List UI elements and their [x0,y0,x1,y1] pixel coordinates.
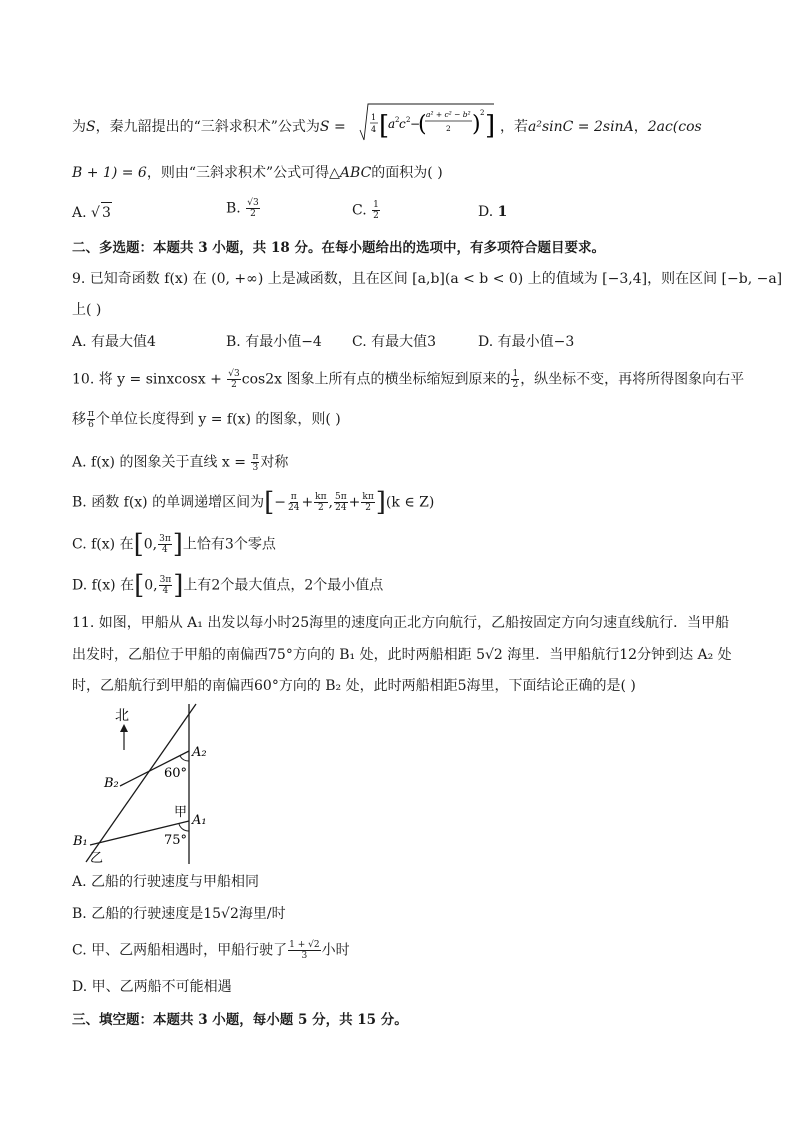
q9-option-c: C. 有最大值3 [352,334,437,350]
fraction-num: √3 [247,198,259,208]
fraction-den: 2 [365,503,371,513]
q8-line-2 [72,163,443,183]
q11-text: 小时 [321,942,350,959]
fraction-num: π [88,409,94,419]
q8-line-1 [72,117,346,137]
q8-condition-2-end: B + 1) = 6 [72,165,147,181]
q10-text: 个单位长度得到 y = f(x) 的图象，则( ) [95,411,341,428]
q11-text: B. 乙船的行驶速度是 [72,906,204,922]
q11-option-c [72,940,350,961]
q8-text: ，若 [500,119,528,135]
section-3-heading: 三、填空题：本题共 3 小题，每小题 5 分，共 15 分。 [72,1012,408,1028]
q10-fraction [287,492,300,513]
q9-line-1: 9. 已知奇函数 f(x) 在 (0, +∞) 上是减函数，且在区间 [a,b](a < b < 0) 上的值域为 [−3,4]，则在区间 [−b, −a] [72,271,783,287]
q10-text: B. 函数 f(x) 的单调递增区间为 [72,494,265,511]
q9-option-a: A. 有最大值4 [72,334,156,350]
q11-text: C. 甲、乙两船相遇时，甲船行驶了 [72,942,288,959]
q8-option-b [226,198,261,219]
q10-option-c: C. f(x) 在[0, $\frac{3\pi}{4}$ ]上恰有3个零点 [72,529,276,560]
q8-condition-1: a²sinC = 2sinA [528,119,634,135]
fraction-den: 3 [252,463,259,473]
fraction-num: 1 [373,200,379,210]
svg-text:−: − [410,117,421,131]
option-fraction [372,200,380,221]
q10-text: 对称 [260,454,289,471]
fraction-den: 2 [231,380,237,390]
q10-text: cos2x 图象上所有点的横坐标缩短到原来的 [241,371,511,388]
q8-text: 为 [72,119,86,135]
svg-text:): ) [472,112,481,137]
svg-text:]: ] [485,111,496,141]
label-b1: B₁ [73,834,88,849]
label-jia: 甲 [174,805,188,820]
q10-text: 10. 将 y = sinxcosx + [72,371,227,388]
fraction-num: 3π [159,534,171,544]
q8-var-s: S [86,119,96,135]
fraction-num: kπ [315,492,327,502]
label-a2: A₂ [192,745,207,760]
sqrt-symbol: √ [91,205,100,221]
q10-fraction [334,492,348,513]
option-label: B. [226,200,241,217]
q8-option-a [72,202,112,223]
svg-text:[: [ [379,111,390,141]
q9-line-2: 上( ) [72,302,102,318]
fraction-num: 3π [159,575,172,585]
option-label: A. [72,205,87,221]
q11-line-1: 11. 如图，甲船从 A₁ 出发以每小时25海里的速度向正北方向航行，乙船按固定方向匀速直线航行．当甲船 [72,615,730,631]
section-2-heading: 二、多选题：本题共 3 小题，共 18 分。在每小题给出的选项中，有多项符合题目要求。 [72,240,605,256]
fraction-den: 2 [250,209,256,219]
fraction-num: π [252,452,259,462]
option-value: 1 [497,204,508,220]
formula-inner-num: a² + c² − b² [426,110,471,119]
fraction-den: 6 [88,420,94,430]
angle-75-arc [179,824,189,831]
fraction-num: 1 + √2 [289,940,320,950]
label-b2: B₂ [104,776,119,791]
three-slopes-formula [358,100,498,148]
q9-option-d: D. 有最小值−3 [478,334,575,350]
q10-option-b: B. 函数 f(x) 的单调递增区间为[− $\frac{\pi}{24}$ + $\frac{k\pi}{2}$ , $\frac{5\pi}{24}$ + $\frac{k\pi}{2}$ ](k ∈ Z) [72,487,435,518]
q10-text: (k ∈ Z) [385,494,435,511]
q8-triangle: △ABC [329,165,372,181]
q10-fraction [158,534,172,555]
q10-text: 上恰有3个零点 [182,536,276,553]
q10-text: ，纵坐标不变，再将所得图象向右平 [520,371,745,388]
label-yi: 乙 [90,851,104,866]
q10-option-a [72,452,288,473]
fraction-num: kπ [362,492,374,502]
q11-line-2: 出发时，乙船位于甲船的南偏西75°方向的 B₁ 处，此时两船相距 5√2 海里．当甲船航行12分钟到达 A₂ 处 [72,647,732,663]
fraction-den: 4 [162,586,169,596]
svg-text:2: 2 [480,109,485,117]
q8-option-d [478,202,507,222]
formula-a: a [388,117,396,131]
q8-text: ，则由“三斜求积术”公式可得 [146,165,330,181]
q10-option-d: D. f(x) 在[0, $\frac{3\pi}{4}$ ]上有2个最大值点，2个最小值点 [72,570,384,601]
fraction-den: 2 [317,503,324,513]
q11-speed-value: 15√2 [203,906,239,922]
fraction-den: 2 [373,211,379,221]
svg-text:2: 2 [406,116,411,124]
q8-option-c [352,200,381,221]
formula-c: c [399,117,406,131]
q10-fraction [159,575,173,596]
formula-quarter-num: 1 [371,113,377,122]
bracket: ] [375,487,386,518]
q9-option-b: B. 有最小值−4 [226,334,322,350]
option-label: D. [478,204,494,220]
q10-text: C. f(x) 在 [72,536,134,553]
q8-condition-2: 2ac(cos [647,119,702,135]
q11-fraction [288,940,320,961]
svg-text:(: ( [418,112,427,137]
fraction-den: 24 [335,503,347,513]
label-angle-75: 75° [164,833,188,848]
q8-text: ，秦九韶提出的“三斜求积术”公式为 [95,119,320,135]
label-angle-60: 60° [164,766,188,781]
label-a1: A₁ [192,813,207,828]
q8-line-1-cont [500,117,702,137]
q11-text: 海里/时 [238,906,286,922]
bracket: ] [172,529,183,560]
q8-var-s: S [319,119,330,135]
fraction-num: 1 [512,369,519,379]
bracket: [ [134,570,145,601]
q10-text: D. f(x) 在 [72,577,135,594]
label-north: 北 [115,708,129,724]
q8-eq: = [329,119,346,135]
q10-line-1 [72,369,744,390]
q10-text: 上有2个最大值点，2个最小值点 [183,577,384,594]
fraction-num: √3 [228,369,240,379]
bracket: [ [264,487,275,518]
q10-fraction [361,492,374,513]
option-fraction [246,198,259,219]
formula-quarter-den: 4 [371,125,377,134]
formula-inner-den: 2 [446,124,451,133]
option-label: C. [352,202,367,219]
fraction-den: 2 [512,380,519,390]
bracket: [ [133,529,144,560]
q10-text: A. f(x) 的图象关于直线 x = [72,454,251,471]
q10-fraction [227,369,240,390]
option-value: 3 [101,202,112,223]
angle-60-arc [180,756,189,761]
q11-option-a: A. 乙船的行驶速度与甲船相同 [72,874,260,890]
fraction-num: π [290,492,297,502]
q10-fraction [314,492,327,513]
q10-line-2 [72,409,341,430]
q11-figure [68,700,228,868]
q11-line-3: 时，乙船航行到甲船的南偏西60°方向的 B₂ 处，此时两船相距5海里，下面结论正确的是( ) [72,678,636,694]
q11-option-b [72,904,286,924]
q11-option-d: D. 甲、乙两船不可能相遇 [72,979,232,995]
q10-fraction [87,409,95,430]
fraction-den: 4 [162,545,168,555]
fraction-den: 3 [301,951,308,961]
svg-text:2: 2 [395,116,400,124]
q10-fraction [251,452,259,473]
fraction-den: 24 [287,503,300,513]
bracket: ] [173,570,184,601]
q8-text: 的面积为( ) [371,165,443,181]
q8-text: ， [633,119,648,135]
fraction-num: 5π [335,492,347,502]
q10-fraction [511,369,519,390]
q10-text: 移 [72,411,86,428]
